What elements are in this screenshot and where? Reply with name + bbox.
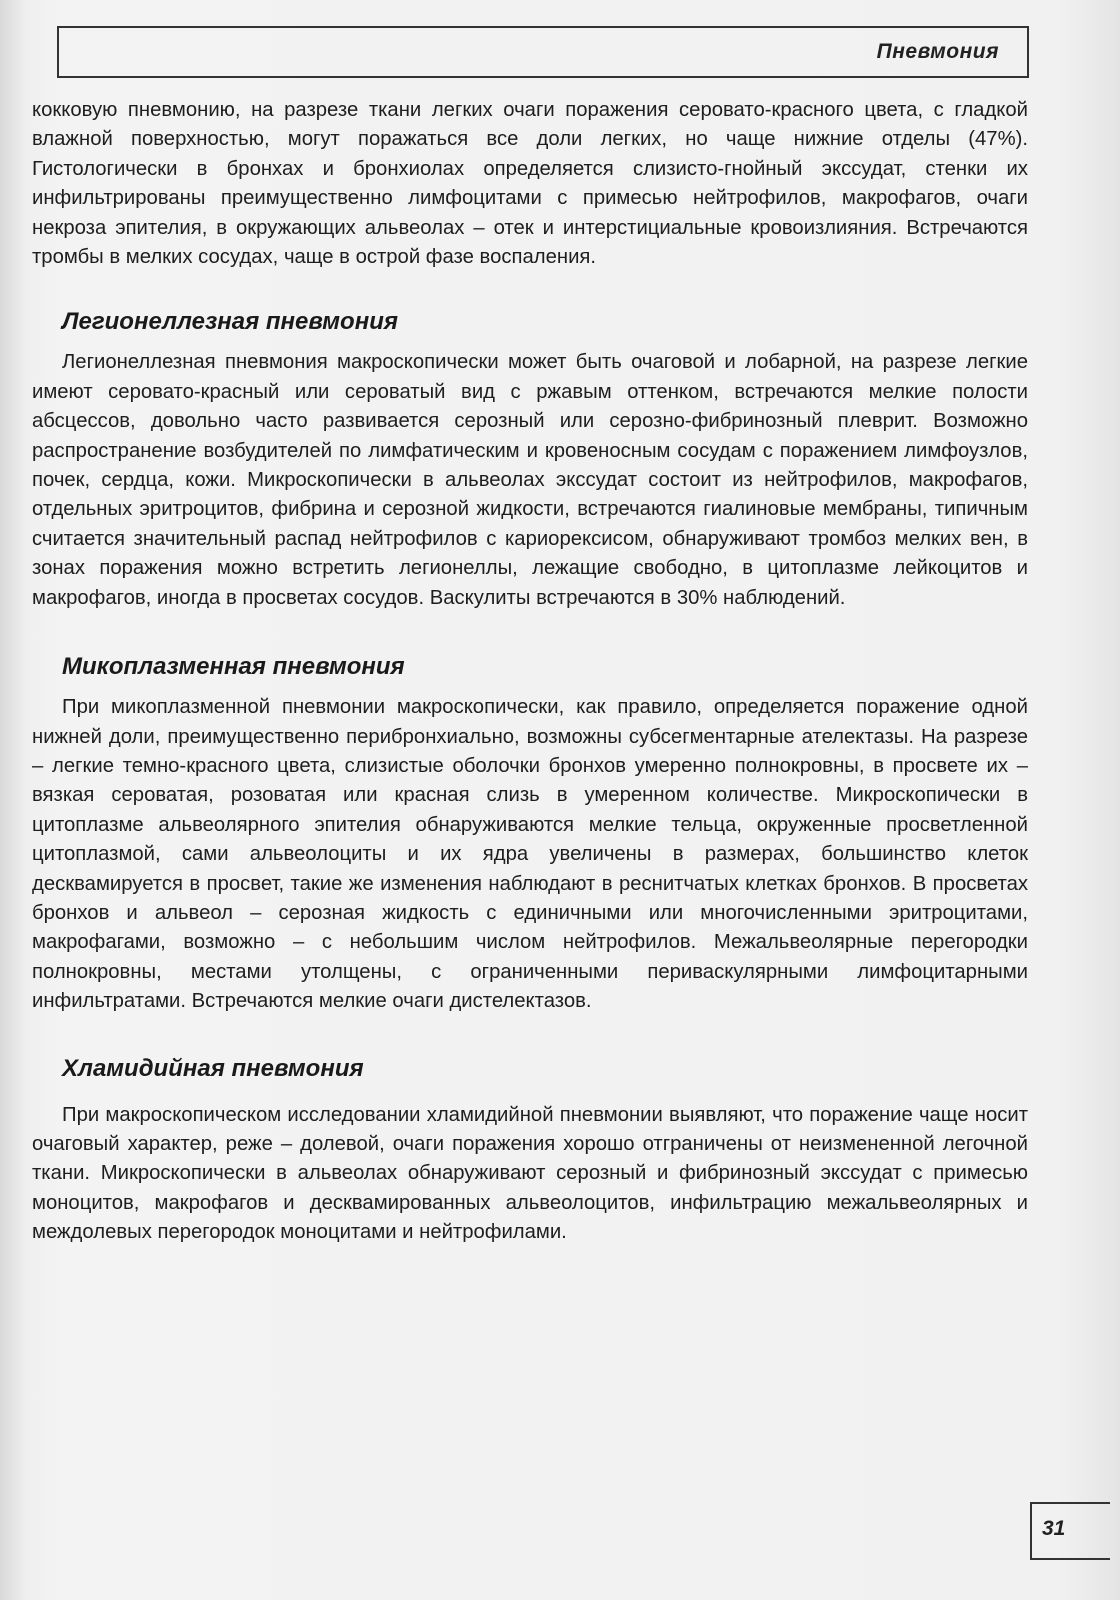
section-paragraph-legionella: Легионеллезная пневмония макроскопически может быть очаговой и лобарной, на разрезе легкие имеют серовато-красный или сероватый вид с ржавым оттенком, встречаются мелкие полости абсцессов, довольно часто развивается серозный или серозно-фибринозный плеврит. Возможно распространение возбудителей по лимфатическим и кровеносным сосудам с поражением лимфоузлов, почек, сердца, кожи. Микроскопически в альвеолах экссудат состоит из нейтрофилов, макрофагов, отдельных эритроцитов, фибрина и серозной жидкости, встречаются гиалиновые мембраны, типичным считается значительный распад нейтрофилов с кариорексисом, обнаруживают тромбоз мелких вен, в зонах поражения можно встретить легионеллы, лежащие свободно, в цитоплазме лейкоцитов и макрофагов, иногда в просветах сосудов. Васкулиты встречаются в 30% наблюдений. bbox=[32, 351, 1028, 609]
section-paragraph-mycoplasma: При микоплазменной пневмонии макроскопически, как правило, определяется поражение одной нижней доли, преимущественно перибронхиально, возможны субсегментарные ателектазы. На разрезе – легкие темно-красного цвета, слизистые оболочки бронхов умеренно полнокровны, в просвете их – вязкая сероватая, розоватая или красная слизь в умеренном количестве. Микроскопически в цитоплазме альвеолярного эпителия обнаруживаются мелкие тельца, окруженные просветленной цитоплазмой, сами альвеолоциты и их ядра увеличены в размерах, большинство клеток десквамируется в просвет, такие же изменения наблюдают в реснитчатых клетках бронхов. В просветах бронхов и альвеол – серозная жидкость с единичными или многочисленными эритроцитами, макрофагами, возможно – с небольшим числом нейтрофилов. Межальвеолярные перегородки полнокровны, местами утолщены, с ограниченными периваскулярными лимфоцитарными инфильтратами. Встречаются мелкие очаги дистелектазов. bbox=[32, 696, 1028, 1013]
page-body bbox=[32, 96, 1028, 1248]
running-header-frame bbox=[57, 26, 1029, 78]
page-number: 31 bbox=[1042, 1517, 1066, 1540]
section-paragraph-chlamydia: При макроскопическом исследовании хламидийной пневмонии выявляют, что поражение чаще носит очаговый характер, реже – долевой, очаги поражения хорошо отграничены от неизмененной легочной ткани. Микроскопически в альвеолах обнаруживают серозный и фибринозный экссудат с примесью моноцитов, макрофагов и десквамированных альвеолоцитов, инфильтрацию межальвеолярных и междолевых перегородок моноцитами и нейтрофилами. bbox=[32, 1103, 1028, 1244]
intro-paragraph: кокковую пневмонию, на разрезе ткани легких очаги поражения серовато-красного цвета, с гладкой влажной поверхностью, могут поражаться все доли легких, но чаще нижние отделы (47%). Гистологически в бронхах и бронхиолах определяется слизисто-гнойный экссудат, стенки их инфильтрированы преимущественно лимфоцитами с примесью нейтрофилов, макрофагов, очаги некроза эпителия, в окружающих альвеолах – отек и интерстициальные кровоизлияния. Встречаются тромбы в мелких сосудах, чаще в острой фазе воспаления. bbox=[32, 99, 1028, 269]
section-heading-mycoplasma: Микоплазменная пневмония bbox=[62, 653, 405, 681]
section-heading-chlamydia: Хламидийная пневмония bbox=[62, 1054, 364, 1082]
section-heading-legionella: Легионеллезная пневмония bbox=[62, 308, 398, 336]
running-header-title: Пневмония bbox=[876, 40, 999, 63]
page-number-frame bbox=[1030, 1502, 1110, 1560]
